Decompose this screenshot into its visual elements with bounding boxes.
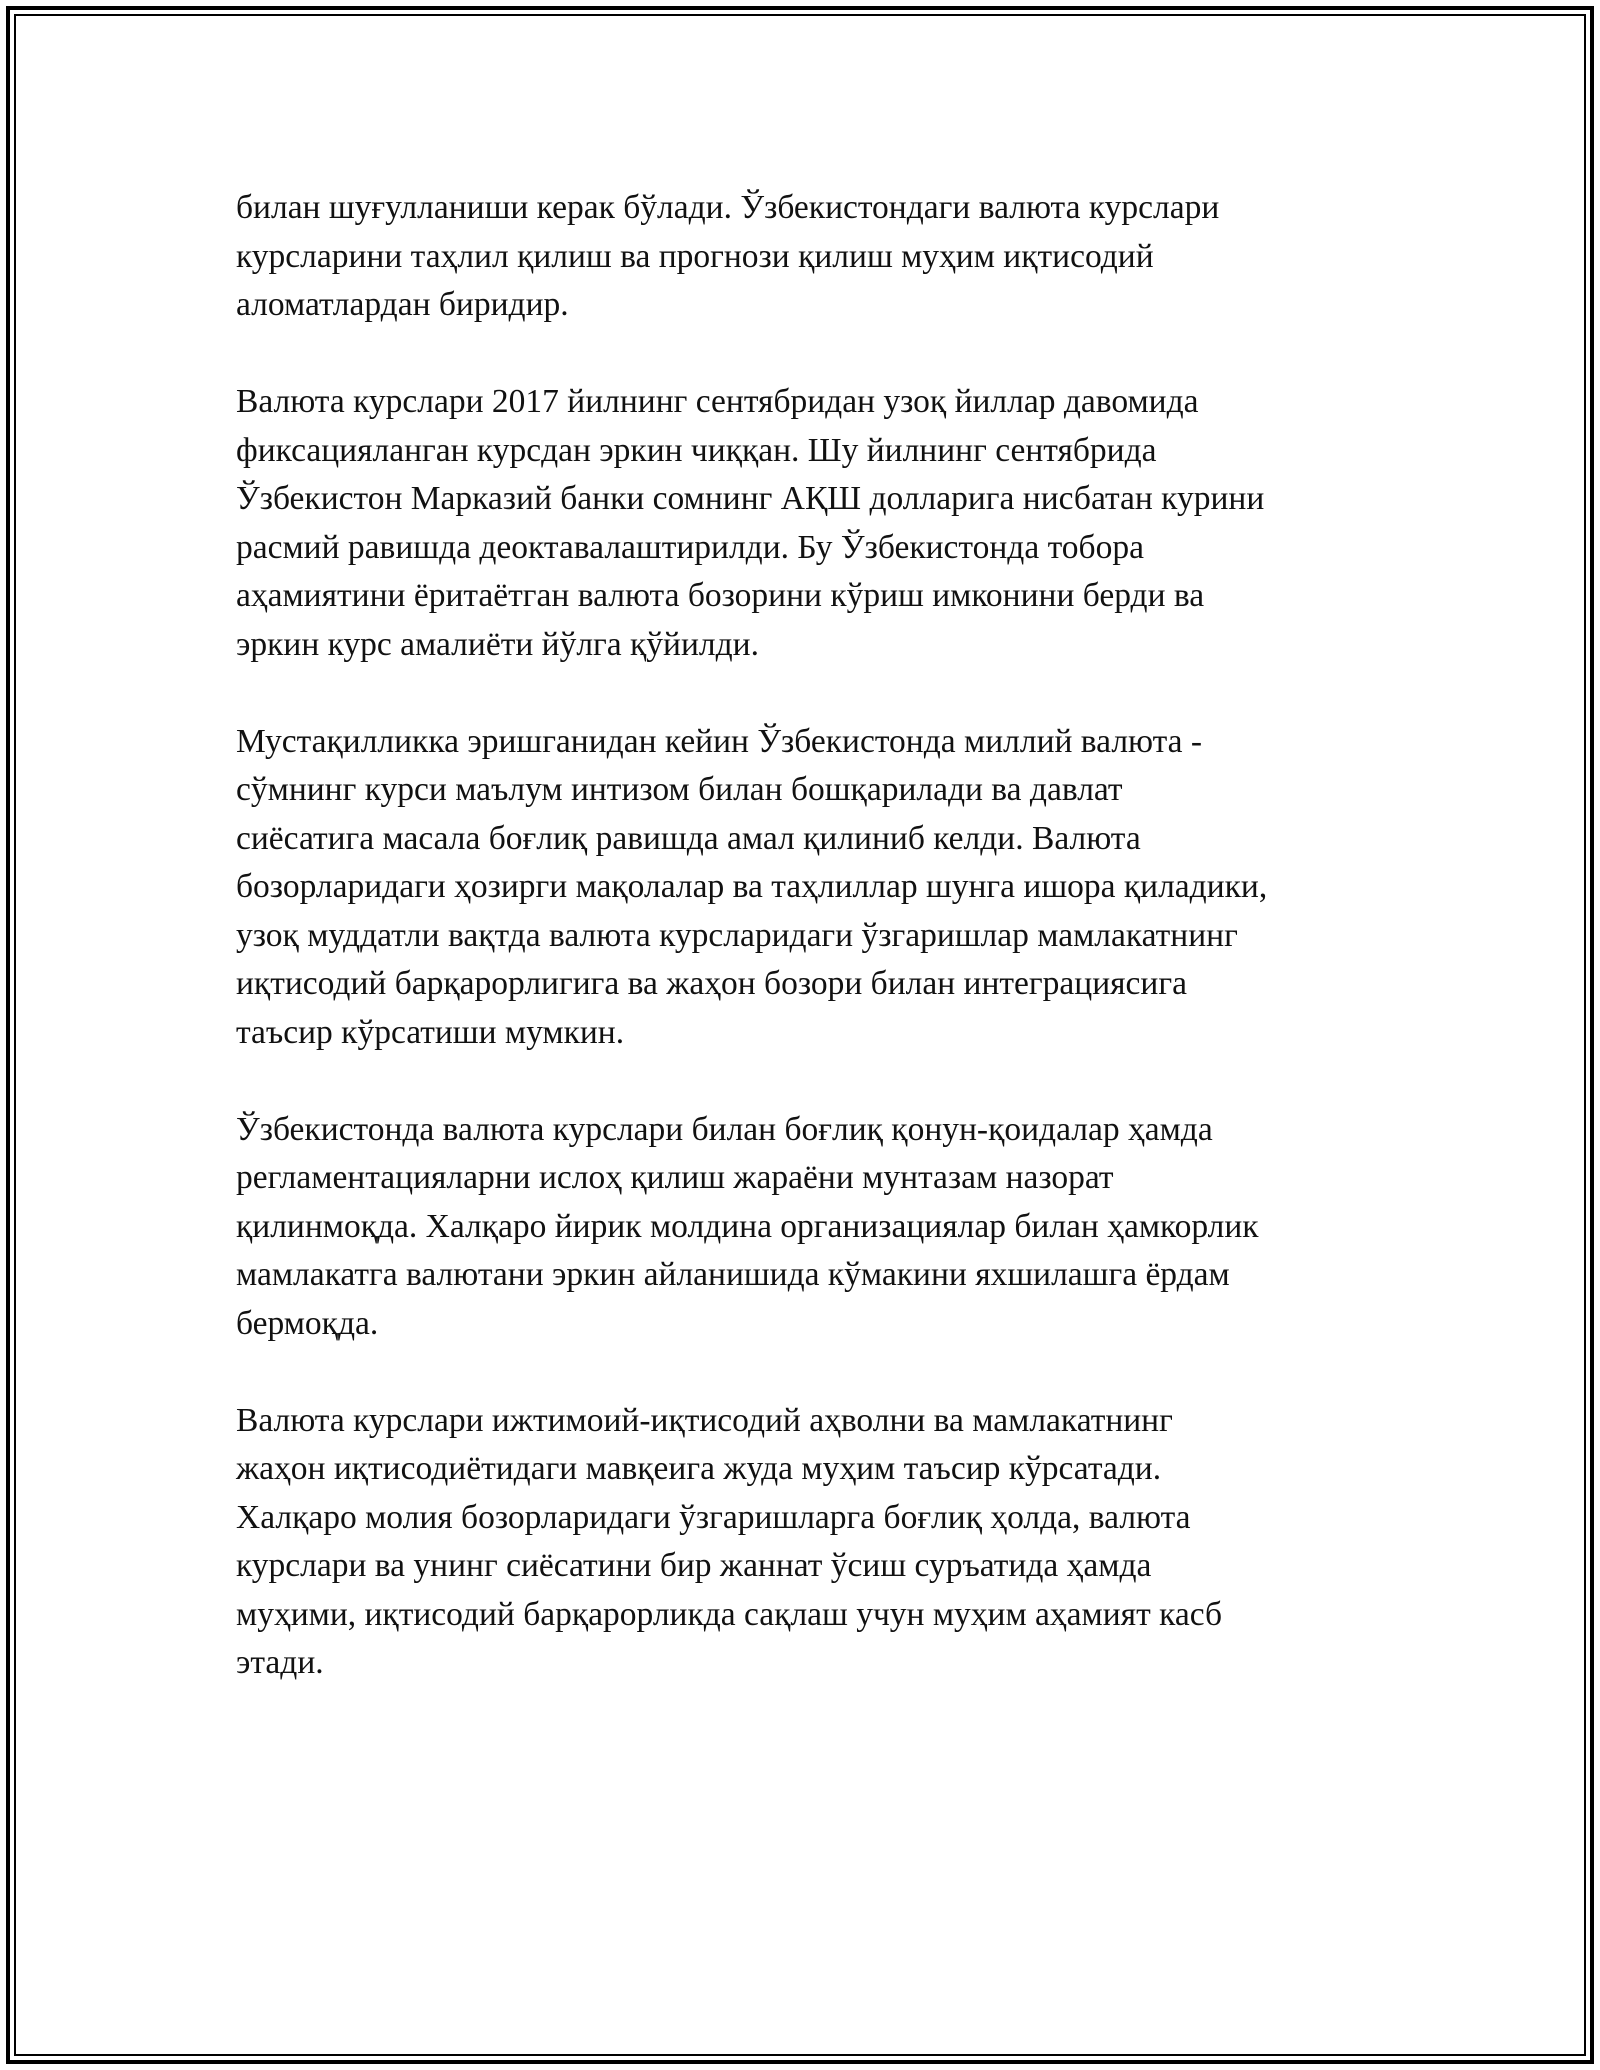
text-line: Мустақилликка эришганидан кейин Ўзбекистонда миллий валюта - <box>236 722 1203 760</box>
text-line: аломатлардан биридир. <box>236 286 569 323</box>
text-line: қилинмоқда. Халқаро йирик молдина организациялар билан ҳамкорлик <box>236 1207 1259 1245</box>
paragraph <box>236 184 1376 330</box>
text-line: бозорларидаги ҳозирги мақолалар ва таҳлиллар шунга ишора қиладики, <box>236 868 1268 905</box>
text-line: расмий равишда деоктавалаштирилди. Бу Ўзбекистонда тобора <box>236 528 1144 566</box>
paragraph <box>236 378 1376 669</box>
text-line: таъсир кўрсатиши мумкин. <box>236 1013 625 1051</box>
text-line: Халқаро молия бозорларидаги ўзгаришларга боғлиқ ҳолда, валюта <box>236 1498 1191 1536</box>
text-line: сўмнинг курси маълум интизом билан бошқарилади ва давлат <box>236 771 1123 808</box>
text-line: этади. <box>236 1644 324 1681</box>
text-line: курслари ва унинг сиёсатини бир жаннат ўсиш суръатида ҳамда <box>236 1547 1152 1584</box>
document-body <box>236 184 1376 1736</box>
text-line: муҳими, иқтисодий барқарорликда сақлаш учун муҳим аҳамият касб <box>236 1595 1223 1633</box>
text-line: аҳамиятини ёритаётган валюта бозорини кўриш имконини берди ва <box>236 577 1205 614</box>
text-line: Валюта курслари 2017 йилнинг сентябридан узоқ йиллар давомида <box>236 383 1199 420</box>
text-line: мамлакатга валютани эркин айланишида кўмакини яхшилашга ёрдам <box>236 1256 1230 1293</box>
text-line: бермоқда. <box>236 1304 379 1342</box>
paragraph <box>236 1397 1376 1688</box>
text-line: Ўзбекистон Марказий банки сомнинг АҚШ долларига нисбатан курини <box>236 480 1265 517</box>
text-line: жаҳон иқтисодиётидаги мавқеига жуда муҳим таъсир кўрсатади. <box>236 1450 1162 1487</box>
text-line: Валюта курслари ижтимоий-иқтисодий аҳволни ва мамлакатнинг <box>236 1401 1173 1439</box>
paragraph <box>236 718 1376 1058</box>
text-line: сиёсатига масала боғлиқ равишда амал қилиниб келди. Валюта <box>236 819 1141 857</box>
text-line: эркин курс амалиёти йўлга қўйилди. <box>236 625 759 663</box>
text-line: Ўзбекистонда валюта курслари билан боғлиқ қонун-қоидалар ҳамда <box>236 1110 1213 1148</box>
text-line: узоқ муддатли вақтда валюта курсларидаги ўзгаришлар мамлакатнинг <box>236 916 1238 954</box>
text-line: регламентацияларни ислоҳ қилиш жараёни мунтазам назорат <box>236 1159 1114 1196</box>
text-line: курсларини таҳлил қилиш ва прогнози қилиш муҳим иқтисодий <box>236 237 1154 275</box>
text-line: билан шуғулланиши керак бўлади. Ўзбекистондаги валюта курслари <box>236 189 1220 226</box>
paragraph <box>236 1106 1376 1349</box>
text-line: фиксацияланган курсдан эркин чиққан. Шу йилнинг сентябрида <box>236 431 1157 469</box>
text-line: иқтисодий барқарорлигига ва жаҳон бозори билан интеграциясига <box>236 965 1187 1002</box>
